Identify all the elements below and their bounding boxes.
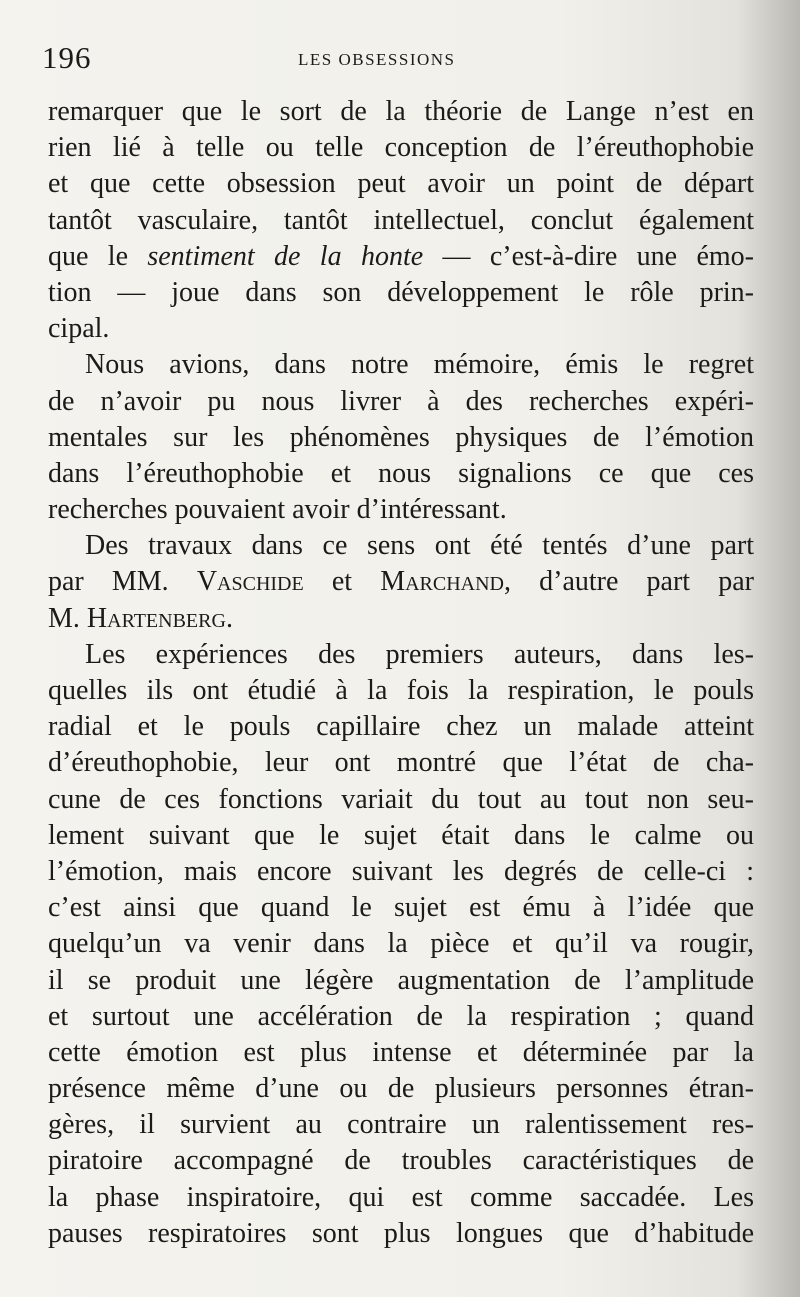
text-line: cette émotion est plus intense et déterminée par la xyxy=(48,1036,754,1068)
text-line: quelqu’un va venir dans la pièce et qu’il va rougir, xyxy=(48,928,754,960)
text-line: mentales sur les phénomènes physiques de l’émotion xyxy=(48,421,754,453)
body-text xyxy=(48,94,754,1252)
author-name: Marchand xyxy=(380,566,504,598)
text-line: et surtout une accélération de la respiration ; quand xyxy=(48,1000,754,1032)
text-line: cipal. xyxy=(48,313,110,345)
text-line: dans l’éreuthophobie et nous signalions ce que ces xyxy=(48,457,754,489)
text-line: et que cette obsession peut avoir un point de départ xyxy=(48,168,754,200)
text-line: pauses respiratoires sont plus longues que d’habitude xyxy=(48,1217,754,1249)
text-line: recherches pouvaient avoir d’intéressant. xyxy=(48,494,507,526)
text-line: radial et le pouls capillaire chez un malade atteint xyxy=(48,711,754,743)
text-line: tion — joue dans son développement le rôle prin- xyxy=(48,276,754,308)
text-fragment: , d’autre part par xyxy=(504,566,754,598)
italic-emphasis: sentiment de la honte xyxy=(147,240,424,272)
text-line: rien lié à telle ou telle conception de l’éreuthophobie xyxy=(48,132,754,164)
page-header xyxy=(40,40,760,80)
author-name: Hartenberg xyxy=(86,602,226,634)
text-fragment: et xyxy=(303,566,381,598)
text-line: présence même d’une ou de plusieurs personnes étran- xyxy=(48,1073,754,1105)
author-name: Vaschide xyxy=(196,566,304,598)
text-line xyxy=(48,601,754,637)
text-line: tantôt vasculaire, tantôt intellectuel, conclut également xyxy=(48,204,754,236)
text-line: piratoire accompagné de troubles caractéristiques de xyxy=(48,1145,754,1177)
text-fragment: . xyxy=(225,602,233,634)
text-line: la phase inspiratoire, qui est comme saccadée. Les xyxy=(48,1181,754,1213)
text-fragment: que le xyxy=(48,240,148,272)
text-fragment: par MM. xyxy=(48,566,197,598)
text-fragment: M. xyxy=(48,602,87,634)
text-line: gères, il survient au contraire un ralentissement res- xyxy=(48,1109,754,1141)
text-line: c’est ainsi que quand le sujet est ému à l’idée que xyxy=(48,892,754,924)
text-line: cune de ces fonctions variait du tout au tout non seu- xyxy=(48,783,754,815)
text-line: il se produit une légère augmentation de l’amplitude xyxy=(48,964,754,996)
text-line xyxy=(48,239,754,275)
page-number: 196 xyxy=(42,40,92,75)
running-title: LES OBSESSIONS xyxy=(298,50,456,69)
text-line: quelles ils ont étudié à la fois la respiration, le pouls xyxy=(48,675,754,706)
text-line: Des travaux dans ce sens ont été tentés d’une part xyxy=(85,530,754,562)
text-line: remarquer que le sort de la théorie de Lange n’est en xyxy=(48,96,754,127)
text-fragment: — c’est-à-dire une émo- xyxy=(423,240,755,272)
text-line: l’émotion, mais encore suivant les degrés de celle-ci : xyxy=(48,855,754,887)
text-line: Les expériences des premiers auteurs, dans les- xyxy=(85,638,754,670)
text-line xyxy=(48,564,754,600)
text-line: de n’avoir pu nous livrer à des recherches expéri- xyxy=(48,385,754,417)
text-line: lement suivant que le sujet était dans le calme ou xyxy=(48,819,754,851)
text-line: d’éreuthophobie, leur ont montré que l’état de cha- xyxy=(48,747,754,779)
text-line: Nous avions, dans notre mémoire, émis le regret xyxy=(85,349,754,381)
